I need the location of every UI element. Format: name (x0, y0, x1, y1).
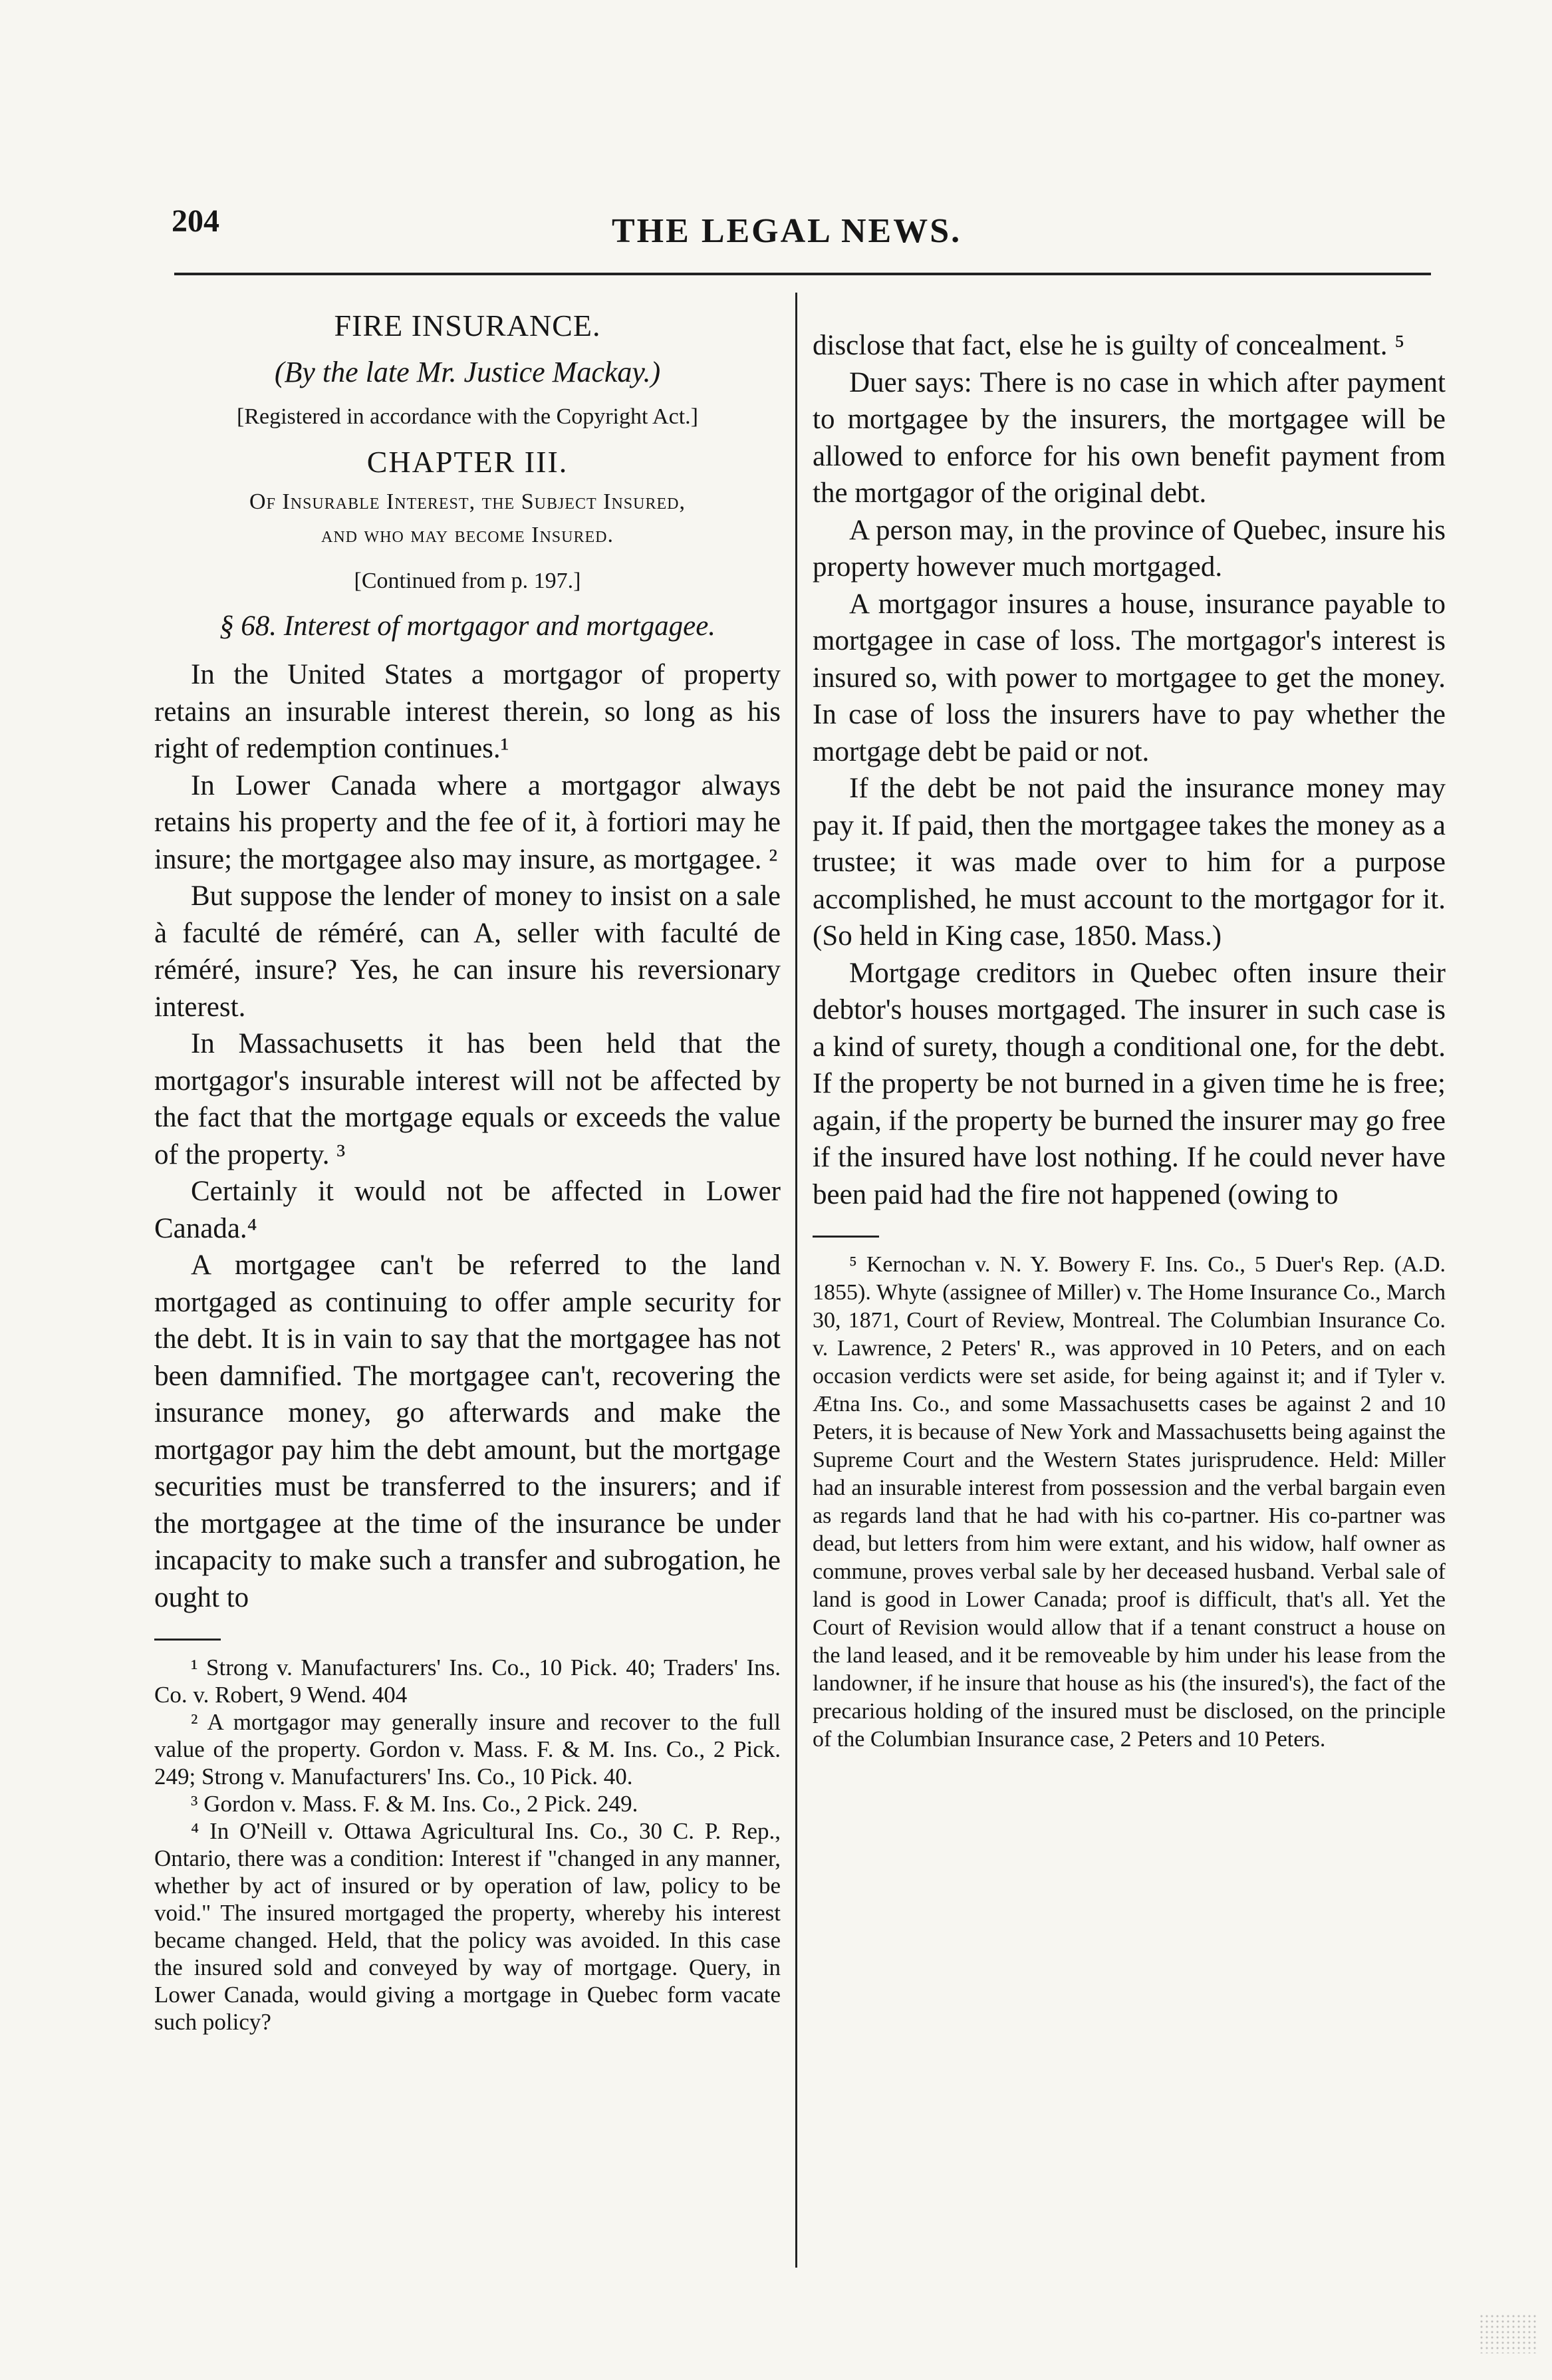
right-column (813, 327, 1446, 1754)
body-paragraph: In Lower Canada where a mortgagor always retains his property and the fee of it, à fortiori may he insure; the mortgagee also may insure, as mortgagee. ² (154, 769, 781, 875)
chapter-subtitle-line: Of Insurable Interest, the Subject Insured, (249, 489, 686, 514)
left-column (154, 307, 781, 2036)
running-head: THE LEGAL NEWS. (612, 212, 962, 250)
chapter-subtitle (154, 485, 781, 552)
header-rule (174, 273, 1431, 275)
chapter-heading: CHAPTER III. (366, 444, 569, 479)
footnote: ⁴ In O'Neill v. Ottawa Agricultural Ins. Co., 30 C. P. Rep., Ontario, there was a condition: Interest if "changed in any manner, whether by act of insured or by operation of law, policy to be void." The insured mortgaged the property, whereby his interest became changed. Held, that the policy was avoided. In this case the insured sold and conveyed by way of mortgage. Query, in Lower Canada, would giving a mortgage in Quebec form vacate such policy? (154, 1818, 781, 2035)
footnote-rule (813, 1236, 879, 1238)
article-byline: (By the late Mr. Justice Mackay.) (274, 355, 661, 388)
body-paragraph: A person may, in the province of Quebec, insure his property however much mortgaged. (813, 514, 1446, 583)
body-paragraph: A mortgagee can't be referred to the land mortgaged as continuing to offer ample security for the debt. It is in vain to say that the mortgagee has not been damnified. The mortgagee can't, recovering the insurance money, go afterwards and make the mortgagor pay him the debt amount, but the mortgage securities must be transferred to the insurers; and if the mortgagee at the time of the insurance be under incapacity to make such a transfer and subrogation, he ought to (154, 1250, 781, 1613)
page-number: 204 (172, 203, 219, 239)
footnote: ² A mortgagor may generally insure and recover to the full value of the property. Gordon v. Mass. F. & M. Ins. Co., 2 Pick. 249; Strong v. Manufacturers' Ins. Co., 10 Pick. 40. (154, 1709, 781, 1789)
continued-note: [Continued from p. 197.] (354, 569, 581, 593)
footnote: ⁵ Kernochan v. N. Y. Bowery F. Ins. Co., 5 Duer's Rep. (A.D. 1855). Whyte (assignee of Miller) v. The Home Insurance Co., March 30, 1871, Court of Review, Montreal. The Columbian Insurance Co. v. Lawrence, 2 Peters' R., was approved in 10 Peters, and on each occasion verdicts were set aside, for being against it; and if Tyler v. Ætna Ins. Co., and some Massachusetts cases be against 2 and 10 Peters, it is because of New York and Massachusetts being against the Supreme Court and the Western States jurisprudence. Held: Miller had an insurable interest from possession and the verbal bargain even as regards land that he had with his co-partner. His co-partner was dead, but letters from him were extant, and his widow, half owner as commune, proves verbal sale by her deceased husband. Verbal sale of land is good in Lower Canada; proof is difficult, that's all. Yet the Court of Revision would allow that if a tenant construct a house on the land leased, and it be removeable by him under his lease from the landowner, if he insure that house as his (the insured's), the fact of the precarious holding of the insured must be disclosed, on the principle of the Columbian Insurance case, 2 Peters and 10 Peters. (813, 1252, 1446, 1752)
article-title: FIRE INSURANCE. (334, 309, 601, 342)
footnote: ¹ Strong v. Manufacturers' Ins. Co., 10 Pick. 40; Traders' Ins. Co. v. Robert, 9 Wend. 404 (154, 1654, 781, 1708)
body-paragraph: Mortgage creditors in Quebec often insure their debtor's houses mortgaged. The insurer in such case is a kind of surety, though a conditional one, for the debt. If the property be not burned in a given time he is free; again, if the property be burned the insurer may go free if the insured have lost nothing. If he could never have been paid had the fire not happened (owing to (813, 957, 1446, 1210)
footnote-rule (154, 1639, 221, 1641)
body-paragraph: If the debt be not paid the insurance money may pay it. If paid, then the mortgagee takes the money as a trustee; it was made over to him for a purpose accomplished, he must account to the mortgagor for it. (So held in King case, 1850. Mass.) (813, 773, 1446, 952)
copyright-notice: [Registered in accordance with the Copyright Act.] (237, 404, 698, 429)
column-rule (795, 293, 797, 2268)
body-paragraph: In the United States a mortgagor of property retains an insurable interest therein, so long as his right of redemption continues.¹ (154, 659, 781, 764)
body-paragraph: In Massachusetts it has been held that the mortgagor's insurable interest will not be affected by the fact that the mortgage equals or exceeds the value of the property. ³ (154, 1028, 781, 1170)
continued-paragraph: disclose that fact, else he is guilty of concealment. ⁵ (813, 330, 1405, 361)
body-paragraph: Certainly it would not be affected in Lower Canada.⁴ (154, 1176, 781, 1244)
body-paragraph: But suppose the lender of money to insist on a sale à faculté de réméré, can A, seller with faculté de réméré, insure? Yes, he can insure his reversionary interest. (154, 880, 781, 1023)
section-heading: § 68. Interest of mortgagor and mortgagee. (219, 610, 716, 642)
scan-artifact (1479, 2314, 1539, 2353)
chapter-subtitle-line: and who may become Insured. (321, 523, 614, 547)
footnote: ³ Gordon v. Mass. F. & M. Ins. Co., 2 Pick. 249. (191, 1791, 638, 1817)
body-paragraph: A mortgagor insures a house, insurance payable to mortgagee in case of loss. The mortgagor's interest is insured so, with power to mortgagee to get the money. In case of loss the insurers have to pay whether the mortgage debt be paid or not. (813, 588, 1446, 767)
body-paragraph: Duer says: There is no case in which after payment to mortgagee by the insurers, the mortgagee will be allowed to enforce for his own benefit payment from the mortgagor of the original debt. (813, 366, 1446, 509)
